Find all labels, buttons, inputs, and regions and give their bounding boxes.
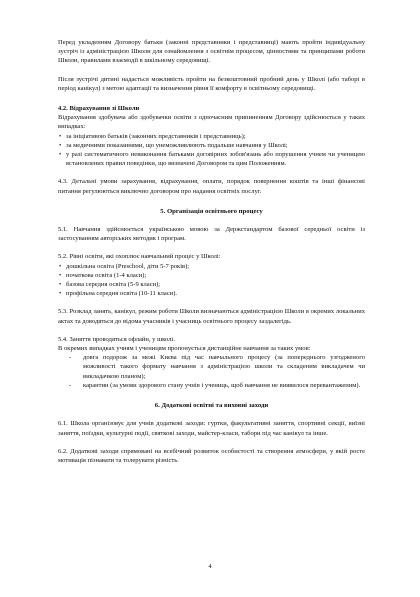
paragraph-5-2-intro: 5.2. Рівні освіти, які охоплює навчальний процес у Школі:: [58, 253, 221, 261]
paragraph-trial-day: Після зустрічі дитині надається можливість пройти на безкоштовний пробний день у Школі (або таборі в період канікул) з метою адаптації та визначення рівня її комфорту в освітньому середовищі.: [58, 75, 365, 92]
paragraph-5-4: 5.4. Заняття проводяться офлайн, у школі.: [58, 335, 175, 343]
document-page: [58, 38, 365, 465]
paragraph-5-4-conditions: В окремих випадках учням і ученицям пропонується дистанційне навчання за таких умов:: [58, 345, 311, 353]
paragraph-5-3: 5.3. Розклад занять, канікул, режим роботи Школи визначаються адміністрацією Школи в окремих локальних актах та доводяться до відома учасників і учасниць освітнього процесу заздалегідь.: [58, 308, 365, 325]
list-item: - довга подорож за межі Києва під час навчального процесу (за попереднього узгодженого можливості такого формату навчання з адміністрацією школи та складеним викладачем чи викладачкою планом);: [69, 353, 365, 381]
list-item: • базова середня освіта (5-9 класи);: [58, 280, 365, 289]
list-item: - карантин (за умови здорового стану учнів і учениць, щоб навчання не виявилося перевантаженим).: [69, 381, 365, 390]
paragraph-expulsion-intro: Відрахування здобувача або здобувачки освіти з одночасним припиненням Договору здійснюється у таких випадках:: [58, 114, 365, 131]
paragraph-meeting: Перед укладенням Договору батьки (законні представники і представниці) мають пройти індивідуальну зустріч із адміністрацією Школи для ознайомлення з освітнім процесом, цінностями та принципами роботи Школи, правилами взаємодії в шкільному середовищі.: [58, 39, 365, 65]
list-item: • профільна середня освіта (10-11 класи).: [58, 289, 365, 298]
list-item: • у разі систематичного невиконання батьками договірних зобов'язань або порушення учнем чи ученицею встановлених правил поведінки, що визначені Договором та цим Положенням.: [58, 150, 365, 168]
list-item: • за ініціативою батьків (законних представників і представниць);: [58, 132, 365, 141]
heading-section-6: 6. Додаткові освітні та виховні заходи: [154, 402, 269, 410]
heading-4-2: 4.2. Відрахування зі Школи: [58, 105, 140, 113]
page-number: 4: [208, 563, 212, 570]
paragraph-5-1: 5.1. Навчання здійснюється українською мовою за Держстандартом базової середньої освіти із застосуванням авторських методик і програм.: [58, 226, 365, 243]
remote-learning-list: [58, 353, 365, 390]
heading-section-5: 5. Організація освітнього процесу: [160, 207, 263, 215]
expulsion-list: [58, 132, 365, 169]
list-item: • за медичними показаннями, що унеможливлюють подальше навчання у Школі;: [58, 141, 365, 150]
list-item: • початкова освіта (1-4 класи);: [58, 271, 365, 280]
paragraph-4-3: 4.3. Детальні умови зарахування, відрахування, оплати, порядок повернення коштів та інші фінансові питання регулюються виключно договором про надання освітніх послуг.: [58, 178, 365, 195]
list-item: • дошкільна освіта (Preschool, діти 5-7 років);: [58, 262, 365, 271]
education-levels-list: [58, 262, 365, 299]
paragraph-6-1: 6.1. Школа організовує для учнів додаткові заходи: гуртки, факультативні заняття, спортивні секції, виїзні заняття, поїздки, культурні події, святкові заходи, майстер-класи, табори під час канікул та інше.: [58, 420, 365, 437]
paragraph-6-2: 6.2. Додаткові заходи спрямовані на всебічний розвиток особистості та створення атмосфери, у якій росте мотивація пізнавати та толерувати різність.: [58, 447, 365, 464]
